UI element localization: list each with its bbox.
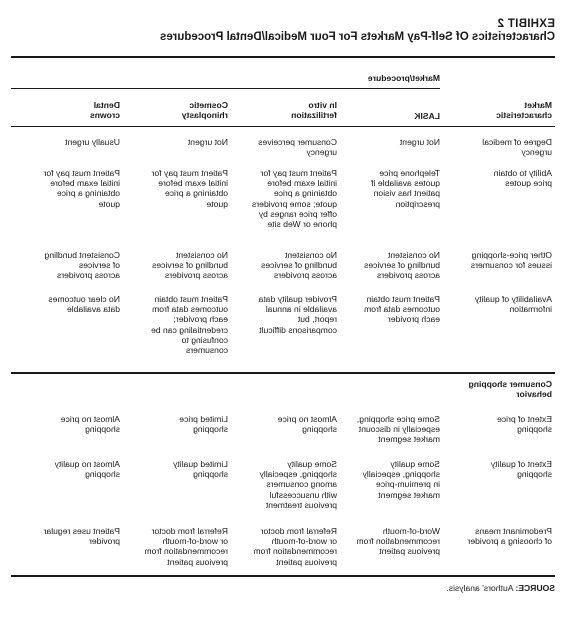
table-cell: Provider quality data available in annual report, but comparisons difficult (258, 294, 337, 335)
table-cell: Consumer perceives urgency (258, 137, 337, 158)
table-cell: Patient must pay for initial exam before obtaining a price quote; some providers offer price ranges by phone or Web site (251, 168, 337, 230)
table-cell: Telephone price quotes available if patient has vision prescription (371, 168, 440, 209)
source-note (446, 583, 555, 593)
section-header-consumer-shopping: Consumer shopping behavior (468, 379, 552, 400)
column-header-ivf: In vitro fertilization (291, 100, 337, 121)
exhibit-title: Characteristics Of Self-Pay Markets For Four Medical/Dental Procedures (160, 31, 555, 43)
row-label-choosing-provider: Predominant means of choosing a provider (467, 526, 552, 547)
table-cell: Patient uses regular provider (43, 526, 120, 547)
table-cell: No consistent bundling of services across providers (364, 250, 440, 281)
table-cell: Usually urgent (65, 137, 120, 147)
table-cell: Not urgent (187, 137, 228, 147)
row-label-quality-shopping: Extent of quality shopping (490, 459, 552, 480)
table-cell: Referral from doctor or word-of-mouth recommendation from previous patient (253, 526, 337, 567)
table-cell: Patient must pay for initial exam before obtaining a price quote (151, 168, 228, 209)
column-header-rhinoplasty: Cosmetic rhinoplasty (181, 100, 228, 121)
header-rule (11, 126, 555, 127)
section-rule (11, 372, 555, 374)
row-label-urgency: Degree of medical urgency (482, 137, 552, 158)
group-header: Market/procedure (367, 73, 440, 83)
source-text: Authors' analysis. (446, 583, 516, 593)
table-cell: Patient must obtain outcomes data from each provider (364, 294, 440, 325)
row-label-price-shopping: Extent of price shopping (497, 414, 552, 435)
source-label: SOURCE: (515, 583, 555, 593)
table-cell: Limited quality shopping (173, 459, 228, 480)
row-label-price-issues: Other price-shopping issues for consumers (470, 250, 552, 271)
table-cell: Not urgent (399, 137, 440, 147)
table-cell: Patient must obtain outcomes data from each provider; credentialing can be confusing to consumers (151, 294, 228, 356)
group-header-rule (11, 88, 440, 89)
table-cell: Almost no price shopping (60, 414, 120, 435)
row-label-price-quotes: Ability to obtain price quotes (493, 168, 552, 189)
column-header-lasik: LASIK (414, 111, 440, 121)
table-cell: Referral from doctor or word-of-mouth recommendation from previous patient (144, 526, 228, 567)
table-cell: No consistent bundling of services across providers (152, 250, 228, 281)
table-cell: Some quality shopping, especially in premium-price market segment (362, 459, 440, 500)
table-cell: Limited price shopping (179, 414, 228, 435)
table-cell: Almost no price shopping (277, 414, 337, 435)
table-cell: Word-of-mouth recommendation from previous patient (356, 526, 440, 557)
bottom-rule (11, 575, 555, 577)
table-cell: Some quality shopping, especially among consumers with unsuccessful previous treatment (259, 459, 337, 510)
table-cell: No consistent bundling of services across providers (261, 250, 337, 281)
table-cell: No clear outcomes data available (48, 294, 120, 315)
table-cell: Consistent bundling of services across providers (44, 250, 120, 281)
exhibit-label: EXHIBIT 2 (497, 18, 555, 30)
table-cell: Patient must pay for initial exam before obtaining a price quote (43, 168, 120, 209)
table-cell: Some price shopping, especially in discount market segment (356, 414, 440, 445)
column-header-crowns: Dental crowns (89, 100, 120, 121)
top-rule (11, 56, 555, 58)
table-cell: Almost no quality shopping (54, 459, 120, 480)
row-header-label: Market characteristic (496, 100, 552, 121)
row-label-quality-info: Availability of quality information (474, 294, 552, 315)
